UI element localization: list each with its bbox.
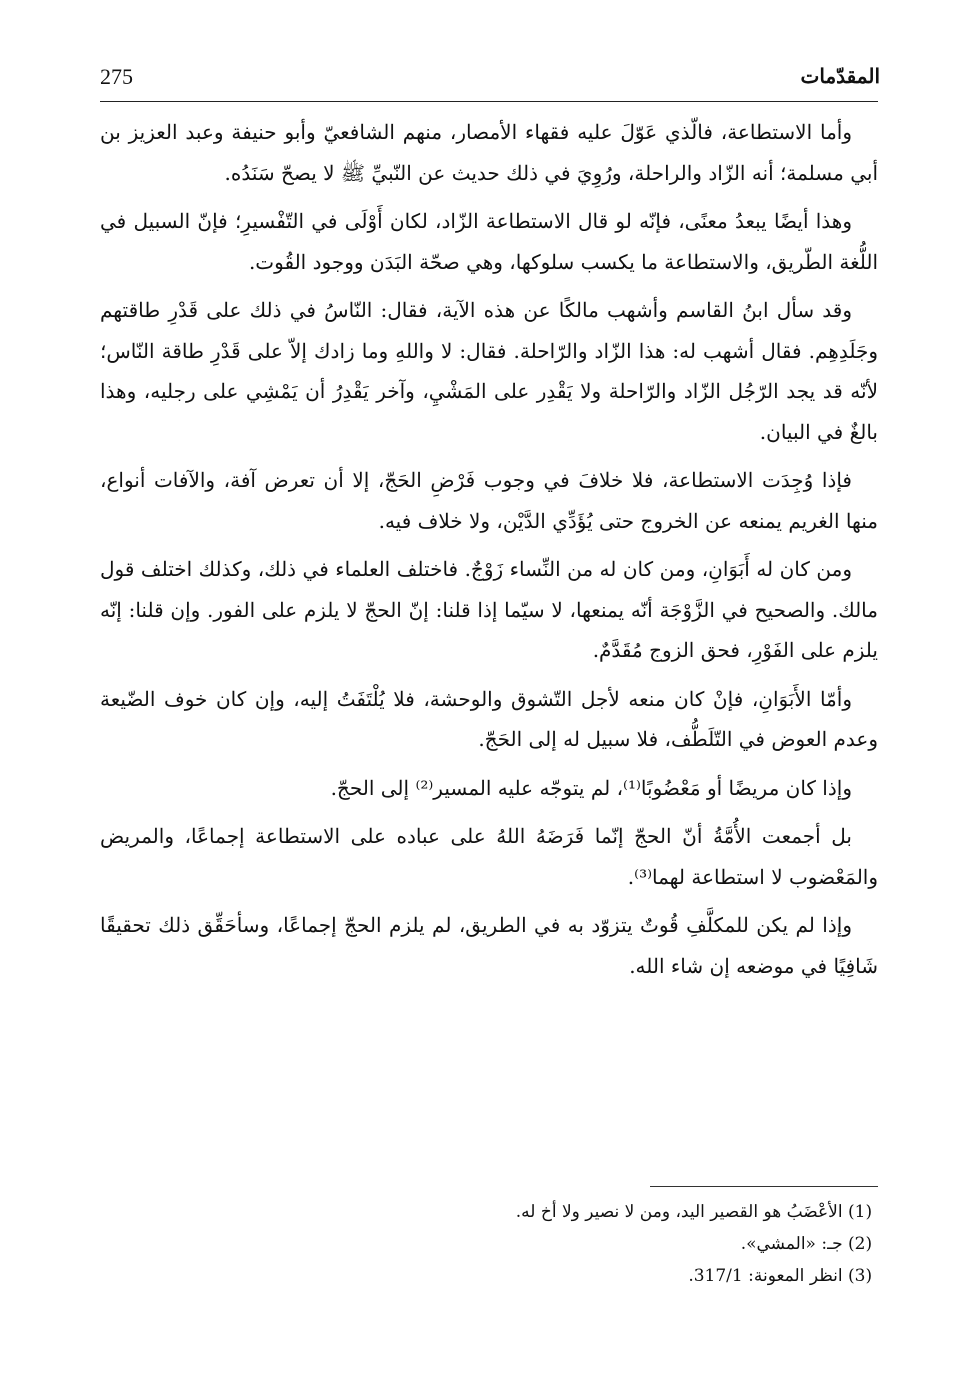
paragraph: ومن كان له أَبَوَانِ، ومن كان له من النِّساء زَوْجٌ. فاختلف العلماء في ذلك، وكذلك اختلف قول مالك. والصحيح في الزَّوْجَة أنّه يمنعها، لا سيّما إذا قلنا: إنّ الحجّ لا يلزم على الفور. وإن قلنا: إنّه يلزم على الفَوْرِ، فحق الزوج مُقَدَّمٌ. (100, 557, 878, 662)
footnote (100, 1228, 878, 1260)
footnote-text: الأعْضَبُ هو القصير اليد، ومن لا نصير ولا أخ له. (515, 1202, 843, 1222)
running-title: المقدّمات (800, 64, 880, 88)
footnote-rule (650, 1186, 878, 1187)
page-header (100, 62, 880, 98)
paragraph: بل أجمعت الأُمَّةُ أنّ الحجّ إنّما فَرَضَهُ اللهُ على عباده على الاستطاعة إجماعًا، والمريض والمَعْضوب لا استطاعة لهما⁽³⁾. (100, 824, 878, 889)
footnote-number: (1) (848, 1202, 873, 1222)
paragraph: وهذا أيضًا يبعدُ معنًى، فإنّه لو قال الاستطاعة الزّاد، لكان أَوْلَى في التّفْسيرِ؛ فإنّ السبيل في اللُّغة الطّريق، والاستطاعة ما يكسب سلوكها، وهي صحّة البَدَن ووجود القُوت. (100, 209, 878, 274)
paragraph: فإذا وُجِدَت الاستطاعة، فلا خلافَ في وجوب فَرْضِ الحَجّ، إلا أن تعرض آفة، والآفات أنواع، منها الغريم يمنعه عن الخروج حتى يُؤَدِّي الدَّيْن، ولا خلاف فيه. (100, 468, 878, 533)
footnote-number: (3) (848, 1266, 873, 1286)
paragraph: وإذا كان مريضًا أو مَعْضُوبًا⁽¹⁾، لم يتوجّه عليه المسير⁽²⁾ إلى الحجّ. (330, 775, 852, 800)
footnote-text: انظر المعونة: 317/1. (688, 1266, 843, 1286)
footnotes (100, 1196, 878, 1292)
paragraph: وأمّا الأَبَوَانِ، فإنْ كان منعه لأجل التّشوق والوحشة، فلا يُلْتَفَتُ إليه، وإن كان خوف الضّيعة وعدم العوض في التّلَطُّف، فلا سبيل له إلى الحَجّ. (100, 686, 878, 751)
footnote-number: (2) (848, 1234, 873, 1254)
paragraph: وقد سأل ابنُ القاسم وأشهب مالكًا عن هذه الآية، فقال: النّاسُ في ذلك على قَدْرِ طاقتهم وجَلَدِهِم. فقال أشهب له: هذا الزّاد والرّاحلة. فقال: لا واللهِ وما زادك إلاّ على قَدْرِ طاقة النّاس؛ لأنّه قد يجد الرّجُل الزّاد والرّاحلة ولا يَقْدِر على المَشْيِ، وآخر يَقْدِرُ أن يَمْشِي على رجليه، وهذا بالغٌ في البيان. (100, 298, 878, 444)
paragraph: وأما الاستطاعة، فالّذي عَوّلَ عليه فقهاء الأمصار، منهم الشافعيّ وأبو حنيفة وعبد العزيز بن أبي مسلمة؛ أنه الزّاد والراحلة، ورُوِيَ في ذلك حديث عن النّبيِّ ﷺ لا يصحّ سَنَدُه. (100, 120, 878, 185)
paragraph: وإذا لم يكن للمكلَّفِ قُوتٌ يتزوّد به في الطريق، لم يلزم الحجّ إجماعًا، وسأحَقِّق ذلك تحقيقًا شَافِيًا في موضعه إن شاء الله. (100, 913, 878, 978)
footnote (100, 1260, 878, 1292)
footnote-text: جـ: «المشي». (740, 1234, 843, 1254)
main-text (100, 112, 878, 994)
footnote (100, 1196, 878, 1228)
header-rule (100, 101, 878, 102)
page-number: 275 (100, 64, 133, 89)
